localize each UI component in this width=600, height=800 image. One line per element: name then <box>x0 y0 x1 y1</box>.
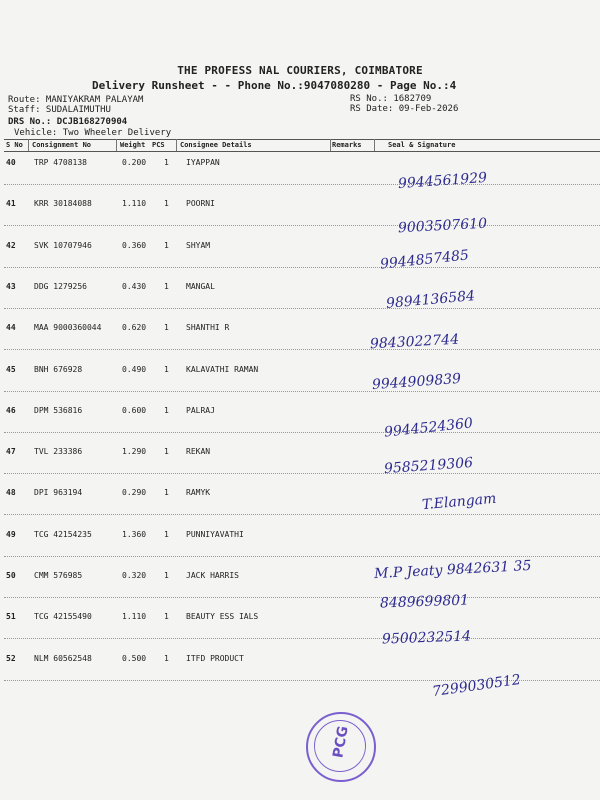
row-consignment: TRP 4708138 <box>34 158 87 167</box>
handwritten-signature: M.P Jeaty 9842631 35 <box>373 557 532 583</box>
vehicle-label: Vehicle: Two Wheeler Delivery <box>14 128 172 138</box>
row-weight: 0.490 <box>122 364 147 374</box>
row-pcs: 1 <box>164 488 169 498</box>
handwritten-signature: 9585219306 <box>383 454 474 478</box>
row-weight: 0.200 <box>122 158 147 167</box>
handwritten-signature: 9003507610 <box>397 215 488 237</box>
col-divider <box>28 139 29 151</box>
rs-number: RS No.: 1682709 <box>350 94 432 104</box>
row-consignee: MANGAL <box>186 281 215 291</box>
row-consignment: TVL 233386 <box>34 447 83 457</box>
row-separator <box>4 432 600 433</box>
row-sno: 44 <box>6 323 16 333</box>
row-sno: 50 <box>6 571 16 580</box>
stamp-text: PCG <box>330 724 352 760</box>
handwritten-signature: 9944857485 <box>379 247 470 273</box>
handwritten-signature: 8489699801 <box>379 592 470 612</box>
row-sno: 42 <box>6 240 16 250</box>
col-divider <box>116 139 117 151</box>
rs-date: RS Date: 09-Feb-2026 <box>350 104 459 114</box>
row-pcs: 1 <box>164 447 169 457</box>
col-header-pcs: PCS <box>152 141 165 149</box>
row-consignee: JACK HARRIS <box>186 571 239 580</box>
row-consignee: PUNNIYAVATHI <box>186 529 244 539</box>
row-pcs: 1 <box>164 158 169 167</box>
row-separator <box>4 184 600 185</box>
row-weight: 0.430 <box>122 281 147 291</box>
col-header-remarks: Remarks <box>332 141 362 149</box>
row-pcs: 1 <box>164 571 169 580</box>
runsheet-subtitle: Delivery Runsheet - - Phone No.:9047080280 - Page No.:4 <box>92 79 457 92</box>
row-pcs: 1 <box>164 199 169 209</box>
row-consignment: KRR 30184088 <box>34 199 92 209</box>
row-separator <box>4 638 600 639</box>
row-weight: 1.290 <box>122 447 147 457</box>
handwritten-signature: 7299030512 <box>431 671 522 701</box>
col-header-consignment: Consignment No <box>32 141 92 149</box>
row-sno: 43 <box>6 281 16 291</box>
row-pcs: 1 <box>164 529 169 539</box>
row-weight: 1.110 <box>122 199 147 209</box>
row-separator <box>4 225 600 226</box>
row-sno: 46 <box>6 405 16 415</box>
row-consignment: TCG 42154235 <box>34 529 92 539</box>
row-separator <box>4 349 600 350</box>
handwritten-signature: 9894136584 <box>385 288 476 312</box>
row-consignment: CMM 576985 <box>34 571 83 580</box>
row-sno: 45 <box>6 364 16 374</box>
company-title: THE PROFESS NAL COURIERS, COIMBATORE <box>177 64 423 77</box>
row-separator <box>4 267 600 268</box>
row-consignee: SHYAM <box>186 240 211 250</box>
row-weight: 0.500 <box>122 653 147 663</box>
col-header-consignee: Consignee Details <box>180 141 252 149</box>
row-consignment: DPM 536816 <box>34 405 83 415</box>
col-divider <box>176 139 177 151</box>
row-pcs: 1 <box>164 405 169 415</box>
row-consignment: DDG 1279256 <box>34 281 87 291</box>
handwritten-signature: 9843022744 <box>369 331 460 353</box>
row-consignee: POORNI <box>186 199 215 209</box>
row-consignment: NLM 60562548 <box>34 653 92 663</box>
row-separator <box>4 308 600 309</box>
row-consignment: MAA 9000360044 <box>34 323 102 333</box>
handwritten-signature: T.Elangam <box>421 490 497 514</box>
col-header-weight: Weight <box>120 141 146 149</box>
col-divider <box>374 139 375 151</box>
pcg-stamp <box>306 712 376 782</box>
row-sno: 48 <box>6 488 16 498</box>
row-weight: 1.360 <box>122 529 147 539</box>
row-pcs: 1 <box>164 364 169 374</box>
row-weight: 0.290 <box>122 488 147 498</box>
handwritten-signature: 9500232514 <box>381 628 472 648</box>
row-weight: 0.620 <box>122 323 147 333</box>
row-consignee: RAMYK <box>186 488 211 498</box>
handwritten-signature: 9944524360 <box>383 415 474 441</box>
row-separator <box>4 391 600 392</box>
handwritten-signature: 9944909839 <box>371 370 462 394</box>
row-pcs: 1 <box>164 240 169 250</box>
row-weight: 1.110 <box>122 612 147 622</box>
row-sno: 51 <box>6 612 16 622</box>
header-bottom-rule <box>4 151 600 152</box>
col-header-sno: S No <box>6 141 23 149</box>
row-pcs: 1 <box>164 653 169 663</box>
row-consignee: REKAN <box>186 447 211 457</box>
row-consignee: PALRAJ <box>186 405 215 415</box>
col-divider <box>330 139 331 151</box>
row-separator <box>4 597 600 598</box>
row-consignee: KALAVATHI RAMAN <box>186 364 259 374</box>
row-consignment: SVK 10707946 <box>34 240 92 250</box>
row-pcs: 1 <box>164 323 169 333</box>
row-consignment: BNH 676928 <box>34 364 83 374</box>
row-weight: 0.320 <box>122 571 147 580</box>
handwritten-signature: 9944561929 <box>397 169 488 193</box>
row-pcs: 1 <box>164 612 169 622</box>
row-separator <box>4 556 600 557</box>
col-header-seal: Seal & Signature <box>388 141 456 149</box>
header-top-rule <box>4 139 600 140</box>
row-sno: 41 <box>6 199 16 209</box>
row-sno: 40 <box>6 158 16 167</box>
row-separator <box>4 514 600 515</box>
route-label: Route: MANIYAKRAM PALAYAM <box>8 95 144 105</box>
row-consignee: SHANTHI R <box>186 323 230 333</box>
row-weight: 0.360 <box>122 240 147 250</box>
staff-label: Staff: SUDALAIMUTHU <box>8 105 111 115</box>
row-sno: 52 <box>6 653 16 663</box>
row-pcs: 1 <box>164 281 169 291</box>
row-consignment: TCG 42155490 <box>34 612 92 622</box>
row-sno: 47 <box>6 447 16 457</box>
row-consignee: BEAUTY ESS IALS <box>186 612 259 622</box>
row-consignment: DPI 963194 <box>34 488 83 498</box>
row-consignee: ITFD PRODUCT <box>186 653 244 663</box>
row-consignee: IYAPPAN <box>186 158 220 167</box>
drs-number: DRS No.: DCJB168270904 <box>8 117 128 127</box>
row-separator <box>4 473 600 474</box>
row-sno: 49 <box>6 529 16 539</box>
row-weight: 0.600 <box>122 405 147 415</box>
runsheet-table <box>4 139 600 690</box>
